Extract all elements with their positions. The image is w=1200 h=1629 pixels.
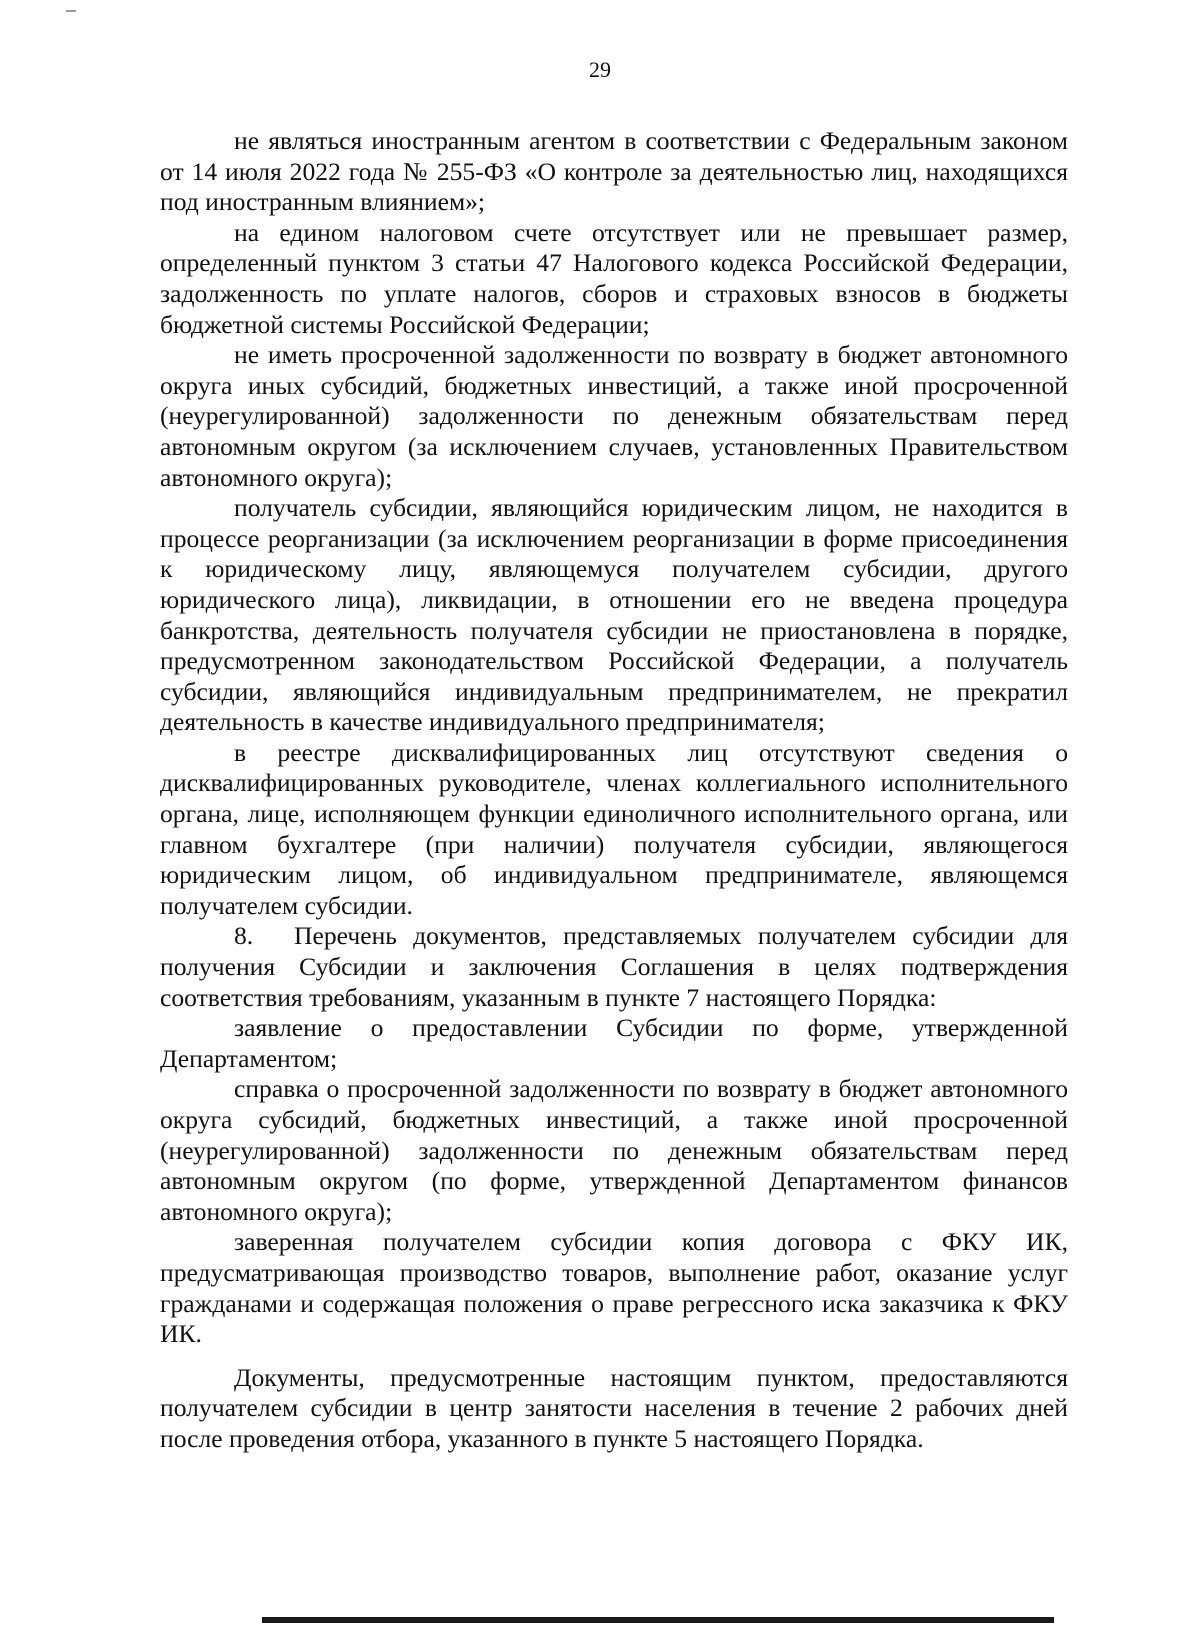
paragraph-disqualified-registry: в реестре дисквалифицированных лиц отсутствуют сведения о дисквалифицированных руководителе, членах коллегиального исполнительного органа, лице, исполняющем функции единоличного исполнительного органа, или главном бухгалтере (при наличии) получателя субсидии, являющегося юридическим лицом, об индивидуальном предпринимателе, являющемся получателем субсидии. (160, 737, 1068, 920)
item-8 (160, 921, 1068, 1013)
page-number: 29 (589, 57, 611, 82)
bottom-rule (262, 1617, 1054, 1623)
paragraph-reorganization: получатель субсидии, являющийся юридическим лицом, не находится в процессе реорганизации (за исключением реорганизации в форме присоединения к юридическому лицу, являющемуся получателем субсидии, другого юридического лица), ликвидации, в отношении его не введена процедура банкротства, деятельность получателя субсидии не приостановлена в порядке, предусмотренном законодательством Российской Федерации, а получатель субсидии, являющийся индивидуальным предпринимателем, не прекратил деятельность в качестве индивидуального предпринимателя; (160, 493, 1068, 737)
scan-mark (66, 10, 76, 12)
document-debt-certificate: справка о просроченной задолженности по возврату в бюджет автономного округа субсидий, бюджетных инвестиций, а также иной просроченной (неурегулированной) задолженности по денежным обязательствам перед автономным округом (по форме, утвержденной Департаментом финансов автономного округа); (160, 1074, 1068, 1226)
paragraph-foreign-agent: не являться иностранным агентом в соответствии с Федеральным законом от 14 июля 2022 года № 255-ФЗ «О контроле за деятельностью лиц, находящихся под иностранным влиянием»; (160, 126, 1068, 217)
document-contract-copy: заверенная получателем субсидии копия договора с ФКУ ИК, предусматривающая производство товаров, выполнение работ, оказание услуг гражданами и содержащая положения о праве регрессного иска заказчика к ФКУ ИК. (160, 1227, 1068, 1349)
item-8-text: Перечень документов, представляемых получателем субсидии для получения Субсидии и заключения Соглашения в целях подтверждения соответствия требованиям, указанным в пункте 7 настоящего Порядка: (160, 921, 1068, 1012)
document-application: заявление о предоставлении Субсидии по форме, утвержденной Департаментом; (160, 1013, 1068, 1073)
paragraph-overdue-debt: не иметь просроченной задолженности по возврату в бюджет автономного округа иных субсидий, бюджетных инвестиций, а также иной просроченной (неурегулированной) задолженности по денежным обязательствам перед автономным округом (за исключением случаев, установленных Правительством автономного округа); (160, 340, 1068, 492)
document-body (160, 126, 1068, 1455)
paragraph-tax-debt: на едином налоговом счете отсутствует или не превышает размер, определенный пунктом 3 статьи 47 Налогового кодекса Российской Федерации, задолженность по уплате налогов, сборов и страховых взносов в бюджеты бюджетной системы Российской Федерации; (160, 217, 1068, 339)
paragraph-closing: Документы, предусмотренные настоящим пунктом, предоставляются получателем субсидии в центр занятости населения в течение 2 рабочих дней после проведения отбора, указанного в пункте 5 настоящего Порядка. (160, 1362, 1068, 1453)
item-8-number: 8. (234, 921, 254, 951)
